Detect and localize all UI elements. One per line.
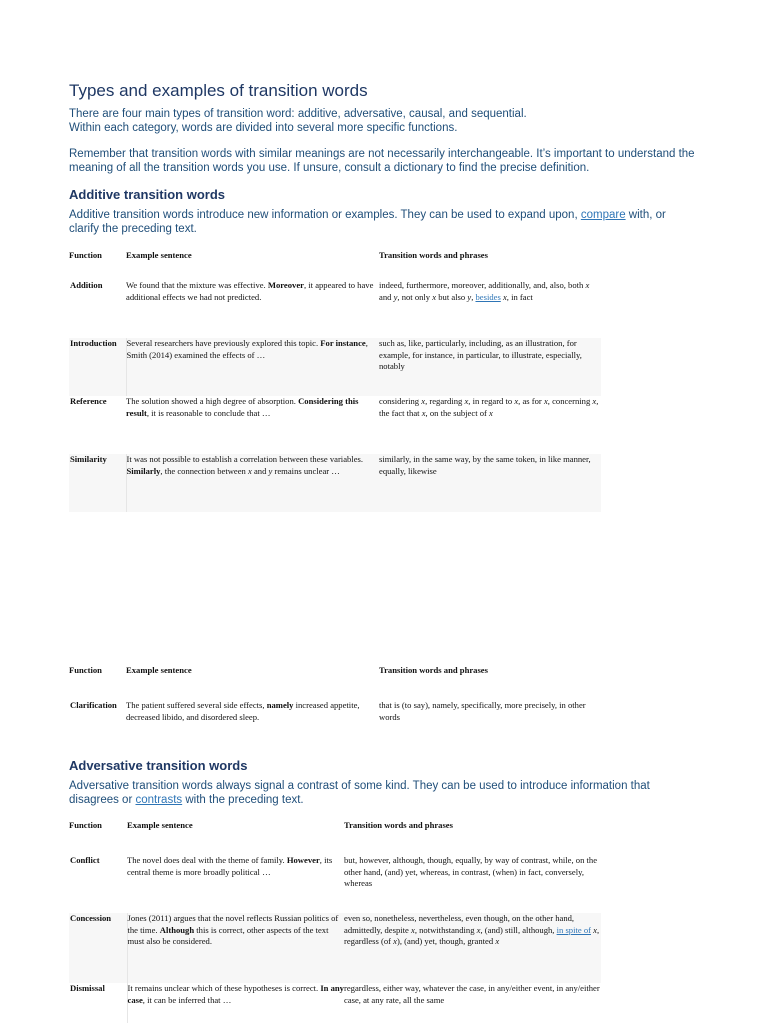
- header-words: Transition words and phrases: [379, 665, 488, 675]
- header-words: Transition words and phrases: [344, 820, 453, 830]
- additive-desc-text-end: with, or clarify the preceding text.: [69, 209, 666, 235]
- additive-table: [69, 250, 601, 512]
- remember-paragraph: Remember that transition words with similar meanings are not necessarily interchangeable. It’s important to understand the meaning of all the transition words you use. If unsure, consult a dictionary to find the precise definition.: [69, 148, 695, 174]
- adversative-desc-text-end: with the preceding text.: [182, 794, 304, 806]
- row-example: The solution showed a high degree of absorption. Considering this result, it is reasonable to conclude that …: [126, 396, 359, 418]
- row-example: Several researchers have previously explored this topic. For instance, Smith (2014) examined the effects of …: [126, 338, 379, 396]
- row-example: The patient suffered several side effects, namely increased appetite, decreased libido, and disordered sleep.: [126, 700, 360, 722]
- row-function: Addition: [70, 280, 103, 290]
- table-row: [69, 454, 601, 512]
- row-function: Conflict: [70, 855, 100, 865]
- row-words: considering x, regarding x, in regard to x, as for x, concerning x, the fact that x, on the subject of x: [379, 396, 599, 418]
- table-header-row: [69, 820, 601, 855]
- compare-link[interactable]: compare: [580, 209, 626, 221]
- intro-line-1: There are four main types of transition word: additive, adversative, causal, and sequential.: [69, 108, 527, 120]
- table-row: [69, 855, 601, 913]
- header-example: Example sentence: [127, 820, 193, 830]
- header-example: Example sentence: [126, 665, 192, 675]
- row-words: regardless, either way, whatever the case, in any/either event, in any/either case, at any rate, all the same: [344, 983, 600, 1005]
- row-words: such as, like, particularly, including, as an illustration, for example, for instance, in particular, to illustrate, especially, notably: [379, 338, 601, 396]
- intro-line-2: Within each category, words are divided into several more specific functions.: [69, 122, 458, 134]
- table-header-row: [69, 250, 601, 280]
- row-function: Concession: [69, 913, 127, 983]
- additive-description: [69, 208, 699, 236]
- row-example: Jones (2011) argues that the novel reflects Russian politics of the time. Although this is correct, other aspects of the text must also be considered.: [127, 913, 344, 983]
- header-function: Function: [69, 665, 102, 675]
- table-row: [69, 913, 601, 983]
- header-example: Example sentence: [126, 250, 192, 260]
- table-row: [69, 983, 601, 1023]
- intro-paragraph: [69, 107, 709, 135]
- header-words: Transition words and phrases: [379, 250, 488, 260]
- adversative-heading: Adversative transition words: [69, 758, 248, 773]
- header-function: Function: [69, 250, 102, 260]
- table-row: [69, 396, 601, 454]
- row-words: but, however, although, though, equally, by way of contrast, while, on the other hand, (and) yet, whereas, in contrast, (when) in fact, conversely, whereas: [344, 855, 598, 888]
- row-words: similarly, in the same way, by the same token, in like manner, equally, likewise: [379, 454, 601, 512]
- clarification-table: [69, 665, 601, 740]
- row-function: Clarification: [70, 700, 117, 710]
- besides-link[interactable]: besides: [475, 291, 501, 302]
- adversative-desc-text: Adversative transition words always signal a contrast of some kind. They can be used to introduce information that disagrees or: [69, 780, 650, 806]
- in-spite-of-link[interactable]: in spite of: [556, 924, 591, 935]
- table-row: [69, 280, 601, 338]
- header-function: Function: [69, 820, 102, 830]
- row-words: even so, nonetheless, nevertheless, even though, on the other hand, admittedly, despite x, notwithstanding x, (and) still, although, in spite of x, regardless (of x), (and) yet, though, granted x: [344, 913, 601, 983]
- adversative-table: [69, 820, 601, 1023]
- row-function: Introduction: [69, 338, 126, 396]
- page-title: Types and examples of transition words: [69, 81, 368, 100]
- table-row: [69, 338, 601, 396]
- contrasts-link[interactable]: contrasts: [135, 794, 183, 806]
- row-words: that is (to say), namely, specifically, more precisely, in other words: [379, 700, 586, 722]
- row-example: The novel does deal with the theme of family. However, its central theme is more broadly political …: [127, 855, 333, 877]
- table-header-row: [69, 665, 601, 700]
- row-function: Reference: [70, 396, 107, 406]
- row-example: It was not possible to establish a correlation between these variables. Similarly, the connection between x and y remains unclear …: [126, 454, 379, 512]
- row-function: Similarity: [69, 454, 126, 512]
- row-example: We found that the mixture was effective. Moreover, it appeared to have additional effects we had not predicted.: [126, 280, 374, 302]
- row-words: indeed, furthermore, moreover, additionally, and, also, both x and y, not only x but also y, besides x, in fact: [379, 280, 590, 302]
- additive-heading: Additive transition words: [69, 187, 226, 202]
- row-function: Dismissal: [70, 983, 105, 993]
- table-row: [69, 700, 601, 740]
- row-example: It remains unclear which of these hypotheses is correct. In any case, it can be inferred that …: [127, 983, 344, 1023]
- adversative-description: [69, 779, 699, 807]
- additive-desc-text: Additive transition words introduce new information or examples. They can be used to expand upon,: [69, 209, 581, 221]
